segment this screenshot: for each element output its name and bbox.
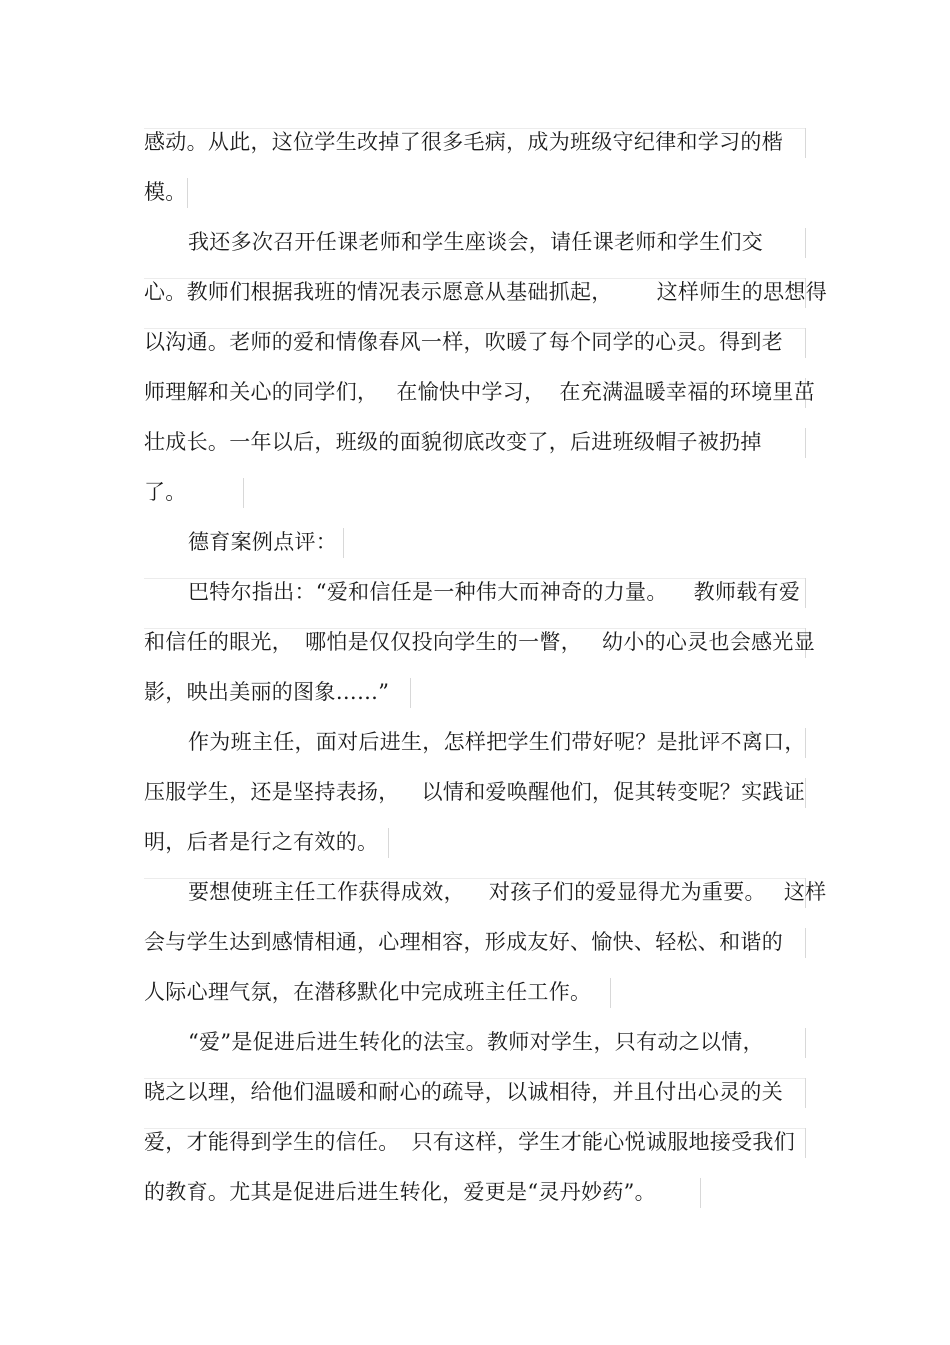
paragraph-line [188,877,826,907]
line-rule [410,678,411,708]
text-segment: 在充满温暖幸福的环境里茁 [559,380,816,404]
line-rule [343,528,344,558]
line-rule [805,228,806,258]
text-segment: 和信任的眼光， [144,630,294,654]
text-segment: 在愉快中学习， [396,380,546,404]
paragraph-line: “爱”是促进后进生转化的法宝。教师对学生，只有动之以情， [188,1030,764,1054]
line-rule [805,778,806,808]
text-segment: 压服学生，还是坚持表扬， [144,780,400,804]
text-segment: 只有这样，学生才能心悦诚服地接受我们 [411,1130,796,1154]
paragraph-line: 影，映出美丽的图象……” [144,680,390,704]
paragraph-line [188,577,800,607]
line-rule [187,178,188,208]
paragraph-line: 会与学生达到感情相通，心理相容，形成友好、愉快、轻松、和谐的 [144,930,783,954]
paragraph-line: 我还多次召开任课老师和学生座谈会，请任课老师和学生们交 [188,230,764,254]
paragraph-line: 人际心理气氛，在潜移默化中完成班主任工作。 [144,980,592,1004]
text-segment: 教师载有爱 [693,580,801,604]
line-rule [805,1028,806,1058]
line-rule [805,328,806,358]
paragraph-line: 晓之以理，给他们温暖和耐心的疏导，以诚相待，并且付出心灵的关 [144,1080,783,1104]
paragraph-line: 壮成长。一年以后，班级的面貌彻底改变了，后进班级帽子被扔掉 [144,430,762,454]
paragraph-line [144,777,805,807]
paragraph-line: 感动。从此，这位学生改掉了很多毛病，成为班级守纪律和学习的楷 [144,130,783,154]
paragraph-line: 以沟通。老师的爱和情像春风一样，吹暖了每个同学的心灵。得到老 [144,330,783,354]
paragraph-line: 了。 [144,480,187,504]
paragraph-line: 作为班主任，面对后进生，怎样把学生们带好呢？是批评不离口， [188,730,806,754]
line-rule [243,478,244,508]
line-rule [700,1178,701,1208]
paragraph-line [144,1127,795,1157]
text-segment: 这样师生的思想得 [656,280,828,304]
paragraph-line: 明，后者是行之有效的。 [144,830,379,854]
paragraph-line [144,377,815,407]
line-rule [805,578,806,608]
line-rule [805,428,806,458]
text-segment: 这样 [783,880,827,904]
line-rule [805,928,806,958]
paragraph-line [144,277,827,307]
text-segment: 要想使班主任工作获得成效， [188,880,465,904]
text-segment: 师理解和关心的同学们， [144,380,379,404]
line-rule [610,978,611,1008]
text-segment: 巴特尔指出：“爱和信任是一种伟大而神奇的力量。 [188,580,668,604]
text-segment: 对孩子们的爱显得尤为重要。 [488,880,766,904]
paragraph-line: 模。 [144,180,187,204]
text-segment: 心。教师们根据我班的情况表示愿意从基础抓起， [144,280,613,304]
text-segment: 幼小的心灵也会感光显 [602,630,816,654]
text-segment: 以情和爱唤醒他们，促其转变呢？实践证 [421,780,806,804]
line-rule [805,1128,806,1158]
paragraph-line: 的教育。尤其是促进后进生转化，爱更是“灵丹妙药”。 [144,1180,656,1204]
line-rule [805,1078,806,1108]
text-segment: 爱，才能得到学生的信任。 [144,1130,400,1154]
line-rule [388,828,389,858]
section-heading: 德育案例点评： [188,530,338,554]
text-segment: 哪怕是仅仅投向学生的一瞥， [305,630,583,654]
paragraph-line [144,627,815,657]
line-rule [805,128,806,158]
